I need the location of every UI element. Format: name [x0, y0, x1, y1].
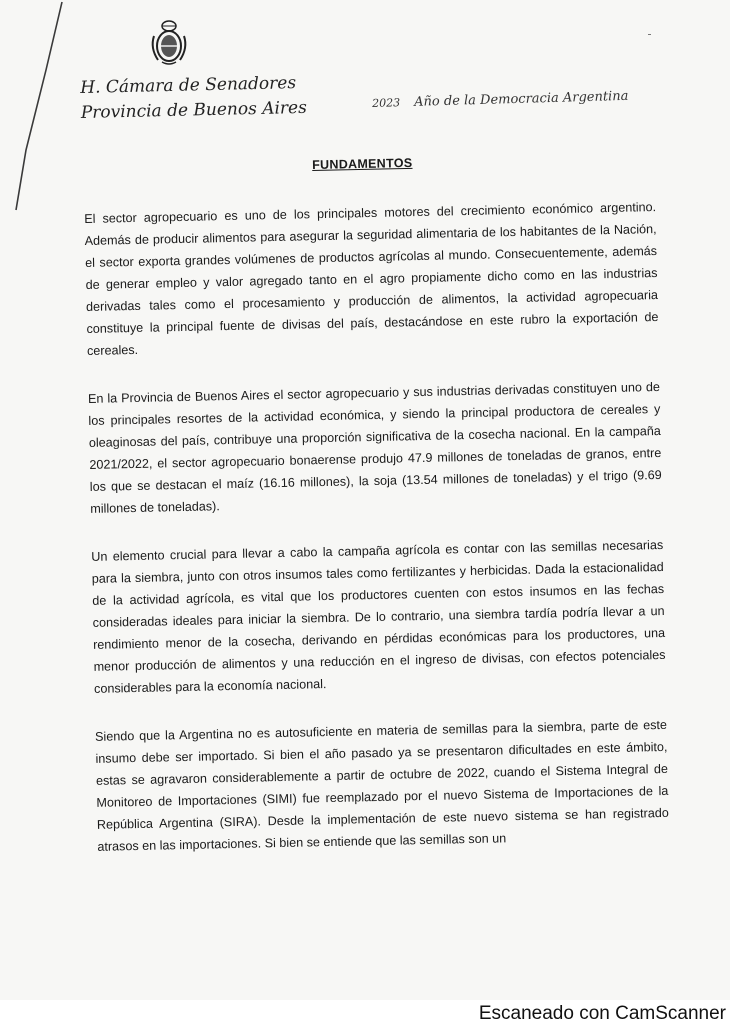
document-body: [84, 196, 670, 884]
coat-of-arms-icon: [148, 18, 190, 66]
year-mark: 2023: [372, 96, 401, 110]
paragraph: Siendo que la Argentina no es autosuficiente en materia de semillas para la siembra, parte de este insumo debe ser importado. Si bien el año pasado ya se presentaron dificultades en este ámbito, estas se agravaron considerablemente a partir de octubre de 2022, cuando el Sistema Integral de Monitoreo de Importaciones (SIMI) fue reemplazado por el nuevo Sistema de Importaciones de la República Argentina (SIRA). Desde la implementación de este nuevo sistema se han registrado atrasos en las importaciones. Si bien se entiende que las semillas son un: [94, 717, 669, 854]
paragraph: El sector agropecuario es uno de los principales motores del crecimiento económico argentino. Además de producir alimentos para asegurar la seguridad alimentaria de los habitantes de la Nación, el sector exporta grandes volúmenes de productos agrícolas al mundo. Consecuentemente, además de generar empleo y valor agregado tanto en el agro propiamente dicho como en las industrias derivadas tales como el procesamiento y producción de alimentos, la actividad agropecuaria constituye la principal fuente de divisas del país, destacándose en este rubro la exportación de cereales.: [84, 200, 659, 358]
letterhead: [80, 71, 307, 126]
document-title: FUNDAMENTOS: [312, 155, 413, 172]
scanner-watermark: Escaneado con CamScanner: [478, 1003, 726, 1024]
year-motto: [372, 89, 629, 111]
year-motto-text: Año de la Democracia Argentina: [413, 88, 629, 110]
paragraph: Un elemento crucial para llevar a cabo la campaña agrícola es contar con las semillas necesarias para la siembra, junto con otros insumos tales como fertilizantes y herbicidas. Dada la estacionalidad de la actividad agrícola, es vital que los productores cuenten con estos insumos en las fechas consideradas ideales para iniciar la siembra. De lo contrario, una siembra tardía podría llevar a un rendimiento menor de la cosecha, derivando en pérdidas económicas para los productores, una menor producción de alimentos y una reducción en el ingreso de divisas, con efectos potenciales considerables para la economía nacional.: [91, 537, 666, 696]
scan-speck: [648, 34, 651, 35]
institution-province: Provincia de Buenos Aires: [80, 97, 308, 123]
page-fold-shadow: [10, 0, 70, 220]
paragraph: En la Provincia de Buenos Aires el sector agropecuario y sus industrias derivadas constituyen uno de los principales resortes de la actividad económica, y siendo la principal productora de cereales y oleaginosas del país, contribuye una proporción significativa de la cosecha nacional. En la campaña 2021/2022, el sector agropecuario bonaerense produjo 47.9 millones de toneladas de granos, entre los que se destacan el maíz (16.16 millones), la soja (13.54 millones de toneladas) y el trigo (9.69 millones de toneladas).: [87, 379, 662, 516]
institution-name: H. Cámara de Senadores: [80, 73, 297, 98]
